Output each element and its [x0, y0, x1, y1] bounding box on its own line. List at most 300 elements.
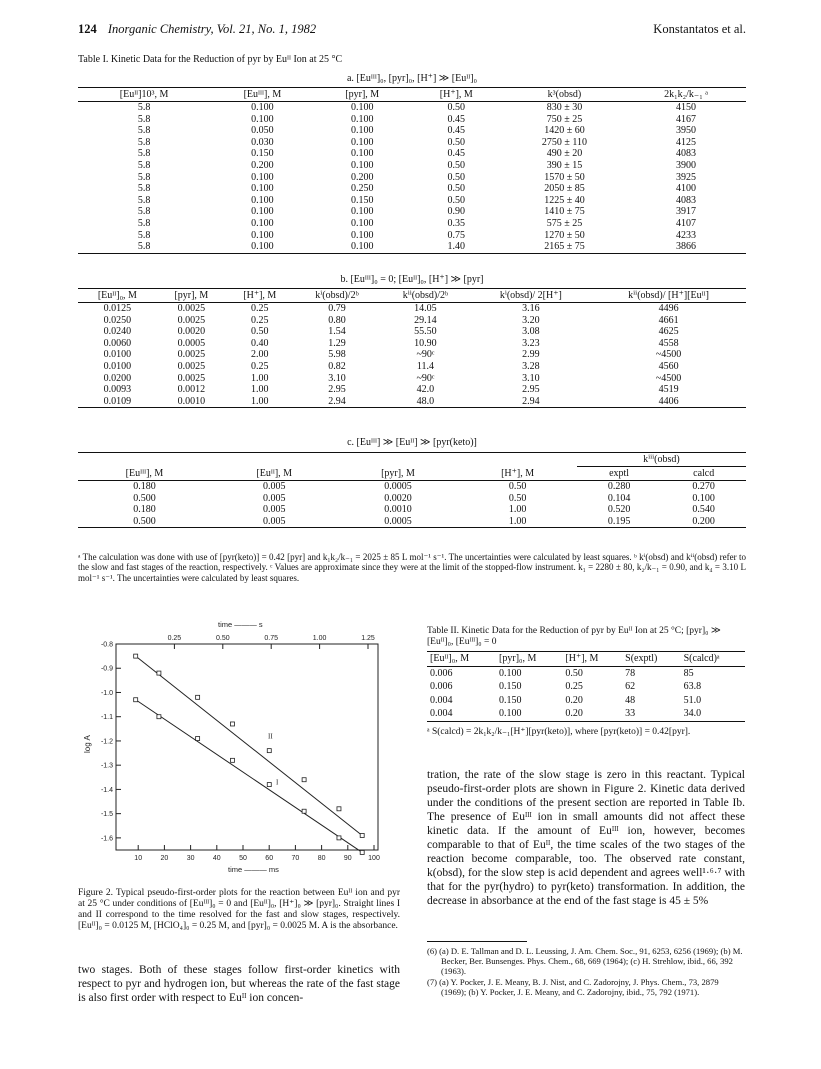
reference-7: (7) (a) Y. Pocker, J. E. Meany, B. J. Nist, and C. Zadorojny, J. Phys. Chem., 73, 2879 (1969); (b) Y. Pocker, J. E. Meany, and C. Zadorojny, ibid., 75, 792 (1971).: [427, 977, 719, 997]
table1b-cell: ~4500: [655, 349, 682, 361]
figure-2-caption: Figure 2. Typical pseudo-first-order plots for the reaction between Euᴵᴵ ion and pyr at 25 °C under conditions of [Euᴵᴵᴵ]₀ = 0 and [Euᴵᴵ]₀, [H⁺]₀ ≫ [pyr]₀. Straight lines I and II correspond to the time resolved for the fast and slow stages, respectively. [Euᴵᴵ]₀ = 0.0125 M, [HClO₄]₀ = 0.25 M, and [pyr]₀ = 0.0025 M. A is the absorbance.: [78, 888, 400, 931]
table2-cell: 0.100: [499, 708, 522, 719]
data-point-I: [134, 698, 138, 702]
top-tick-label: 0.25: [167, 635, 182, 642]
table1c-row: [78, 493, 746, 505]
table1b-header: kⁱⁱ(obsd)/2ᵇ: [402, 290, 449, 301]
bottom-tick-label: 80: [317, 855, 326, 862]
table2: [427, 651, 745, 722]
table1c-header: [H⁺], M: [501, 467, 535, 479]
table1a-cell: 575 ± 25: [546, 217, 583, 229]
table1b-cell: 2.00: [251, 349, 269, 361]
table1a-cell: 4150: [676, 102, 697, 113]
table1a-cell: 0.050: [251, 125, 274, 137]
table1a-cell: 5.8: [137, 148, 151, 160]
table2-cell: 34.0: [683, 708, 702, 719]
y-tick-label: -1.6: [100, 835, 113, 843]
table1a-cell: 0.200: [251, 159, 274, 171]
table1b-cell: 48.0: [416, 395, 435, 407]
table1b-cell: 0.50: [251, 326, 269, 338]
table1b-cell: 1.00: [251, 384, 269, 396]
table1b-cell: 29.14: [414, 314, 437, 326]
table1b-cell: 55.50: [414, 326, 437, 338]
table2-cell: 63.8: [683, 681, 702, 692]
table1a-cell: 0.100: [251, 206, 274, 218]
table1a: [78, 87, 746, 254]
table1a-cell: 0.250: [351, 183, 374, 195]
references-rule: [427, 941, 527, 942]
table1b-cell: ~90ᶜ: [416, 349, 435, 361]
table1a-cell: 5.8: [137, 136, 151, 148]
table1a-row: [78, 125, 746, 137]
table2-cell: 62: [625, 681, 636, 692]
bottom-tick-label: 70: [291, 855, 300, 862]
table1b-cell: 0.0005: [177, 337, 206, 349]
table1a-cell: 390 ± 15: [546, 159, 583, 171]
table1a-cell: 0.50: [447, 159, 466, 171]
table1b-cell: 0.0125: [103, 303, 132, 314]
table1a-cell: 4167: [676, 113, 697, 125]
table1a-cell: 3917: [676, 206, 697, 218]
data-point-II: [230, 722, 234, 726]
table1b-cell: ~90ᶜ: [416, 372, 435, 384]
table1b-cell: 2.95: [522, 384, 540, 396]
table1c: [78, 452, 746, 528]
table1a-cell: 0.100: [251, 194, 274, 206]
table1b-cell: 1.29: [328, 337, 346, 349]
table1b-cell: 0.0025: [177, 314, 206, 326]
table1b-cell: 0.0109: [103, 395, 132, 407]
table1a-cell: 0.45: [447, 148, 466, 160]
table1b-header: kⁱ(obsd)/2ᵇ: [315, 290, 359, 301]
table1b-cell: 0.0100: [103, 349, 132, 361]
table1a-cell: 0.50: [447, 171, 466, 183]
table1a-cell: 0.100: [351, 125, 374, 137]
table2-header: [H⁺], M: [565, 653, 599, 664]
table1a-cell: 0.75: [447, 229, 466, 241]
table1b-cell: 0.0250: [103, 314, 132, 326]
table1a-cell: 4083: [676, 194, 697, 206]
table1c-cell: 0.180: [133, 504, 156, 516]
table1a-cell: 3866: [676, 241, 697, 253]
table1b-header: [Euᴵᴵ]₀, M: [97, 290, 137, 301]
data-point-I: [302, 809, 306, 813]
table2-header: S(exptl): [625, 653, 658, 664]
table1a-cell: 0.100: [251, 217, 274, 229]
table1a-cell: 0.100: [351, 136, 374, 148]
table1c-cell: 0.100: [692, 492, 715, 504]
top-tick-label: 1.00: [312, 635, 327, 642]
bottom-tick-label: 100: [368, 855, 380, 862]
table1a-title: a. [Euᴵᴵᴵ]₀, [pyr]₀, [H⁺] ≫ [Euᴵᴵ]₀: [346, 73, 478, 84]
table1c-title: c. [Euᴵᴵᴵ] ≫ [Euᴵᴵ] ≫ [pyr(keto)]: [347, 437, 477, 448]
table1a-header: 2k₁k₂/k₋₁ ᵃ: [664, 89, 708, 100]
table1a-row: [78, 241, 746, 253]
table1a-row: [78, 137, 746, 149]
table1c-header: calcd: [693, 468, 715, 479]
table1a-cell: 3950: [676, 125, 697, 137]
table1a-cell: 2165 ± 75: [544, 241, 585, 253]
table1a-cell: 0.200: [351, 171, 374, 183]
table1a-row: [78, 206, 746, 218]
table1b-cell: 3.08: [522, 326, 540, 338]
table1a-cell: 0.030: [251, 136, 274, 148]
figure-2-plot: [78, 618, 400, 886]
table1a-cell: 0.100: [251, 229, 274, 241]
running-authors: Konstantatos et al.: [653, 22, 746, 36]
table2-row: [427, 666, 745, 680]
table1a-header: [pyr], M: [345, 89, 380, 100]
table1a-cell: 1225 ± 40: [544, 194, 585, 206]
table1b-row: [78, 396, 746, 408]
table1a-cell: 1270 ± 50: [544, 229, 585, 241]
table1a-cell: 5.8: [137, 217, 151, 229]
table1a-cell: 4083: [676, 148, 697, 160]
table1c-cell: 0.50: [508, 492, 527, 504]
table1c-row: [78, 481, 746, 493]
data-point-I: [360, 850, 364, 854]
table1b-cell: 3.10: [522, 372, 540, 384]
table1b-cell: 10.90: [414, 337, 437, 349]
table1c-group-header: kⁱⁱⁱ(obsd): [577, 453, 746, 467]
table1a-cell: 5.8: [137, 194, 151, 206]
series-line-II: [136, 656, 363, 835]
table1c-cell: 0.50: [508, 481, 527, 492]
table2-cell: 85: [683, 667, 694, 679]
table1b-cell: 0.0060: [103, 337, 132, 349]
table2-cell: 0.150: [499, 694, 522, 706]
table1b-cell: 0.0240: [103, 326, 132, 338]
table1b-cell: 4560: [658, 360, 679, 372]
page-number: 124: [78, 22, 97, 36]
data-point-II: [302, 778, 306, 782]
table1a-cell: 2750 ± 110: [541, 136, 588, 148]
table1b-cell: 0.0025: [177, 360, 206, 372]
table1a-row: [78, 148, 746, 160]
table1c-cell: 0.0020: [384, 492, 412, 504]
table1c-cell: 0.500: [133, 515, 156, 527]
table1b-row: [78, 338, 746, 350]
table1a-cell: 5.8: [137, 113, 151, 125]
line-label-I: I: [276, 778, 279, 787]
table2-row: [427, 694, 745, 708]
table1b-cell: 0.0012: [177, 384, 206, 396]
table2-cell: 0.150: [499, 681, 522, 692]
table1a-cell: 0.100: [351, 102, 374, 113]
table1b-cell: 4519: [658, 384, 679, 396]
table1a-cell: 1.40: [447, 241, 466, 253]
table1-caption: Table I. Kinetic Data for the Reduction of pyr by Euᴵᴵ Ion at 25 °C: [78, 54, 343, 65]
table1a-header: [Euᴵᴵ]10³, M: [119, 89, 169, 100]
series-line-I: [136, 700, 363, 853]
table1b-title: b. [Euᴵᴵᴵ]₀ = 0; [Euᴵᴵ]₀, [H⁺] ≫ [pyr]: [340, 274, 484, 285]
table1a-cell: 5.8: [137, 102, 151, 113]
table1c-cell: 0.0005: [384, 481, 412, 492]
table1b-cell: 4625: [658, 326, 679, 338]
y-tick-label: -0.8: [100, 641, 113, 649]
table1c-header: [pyr], M: [381, 467, 415, 479]
table2-cell: 0.100: [499, 667, 522, 679]
bottom-axis-label: time ——— ms: [228, 865, 279, 874]
table1a-cell: 5.8: [137, 159, 151, 171]
table1b-cell: 4558: [658, 337, 679, 349]
bottom-tick-label: 30: [186, 855, 195, 862]
y-tick-label: -1.1: [100, 714, 113, 722]
table1a-header: [Euᴵᴵᴵ], M: [243, 89, 282, 100]
table1c-cell: 0.270: [692, 481, 715, 492]
data-point-II: [134, 654, 138, 658]
table1b-cell: 42.0: [416, 384, 435, 396]
journal-citation: Inorganic Chemistry, Vol. 21, No. 1, 1982: [107, 22, 317, 36]
table1b-cell: 4661: [658, 314, 679, 326]
table2-cell: 0.006: [430, 667, 453, 679]
bottom-tick-label: 50: [239, 855, 247, 862]
table1c-cell: 0.0005: [384, 515, 412, 527]
table2-row: [427, 707, 745, 721]
table1a-row: [78, 160, 746, 172]
table1a-row: [78, 195, 746, 207]
table1b-cell: 0.25: [251, 360, 269, 372]
table1c-cell: 0.180: [133, 481, 156, 492]
y-axis-label: log A: [83, 735, 92, 753]
table2-cell: 48: [625, 694, 636, 706]
table1a-cell: 5.8: [137, 171, 151, 183]
data-point-I: [196, 737, 200, 741]
table2-cell: 33: [625, 708, 636, 719]
table1b-header: kⁱⁱ(obsd)/ [H⁺][Euᴵᴵ]: [628, 290, 709, 301]
table1a-cell: 0.90: [447, 206, 466, 218]
table1c-cell: 0.500: [133, 492, 156, 504]
table1c-cell: 0.200: [692, 515, 715, 527]
table2-header: [Euᴵᴵ]₀, M: [430, 653, 470, 664]
top-tick-label: 1.25: [361, 635, 375, 642]
table1a-cell: 4107: [676, 217, 697, 229]
table1c-header: [Euᴵᴵ], M: [256, 467, 293, 479]
data-point-II: [157, 671, 161, 675]
table1a-cell: 0.100: [251, 102, 274, 113]
table1a-row: [78, 218, 746, 230]
table1a-cell: 0.50: [447, 183, 466, 195]
table1b-header: kⁱ(obsd)/ 2[H⁺]: [499, 290, 562, 301]
table1a-cell: 0.100: [251, 183, 274, 195]
top-axis-label: time ——— s: [218, 620, 263, 629]
table1a-cell: 1410 ± 75: [544, 206, 585, 218]
table1c-header: exptl: [609, 468, 630, 479]
table1a-cell: 5.8: [137, 183, 151, 195]
table1b-cell: 0.25: [251, 303, 269, 314]
table1a-cell: 0.50: [447, 194, 466, 206]
table1a-cell: 4100: [676, 183, 697, 195]
table1a-cell: 490 ± 20: [546, 148, 583, 160]
table1a-cell: 0.100: [351, 206, 374, 218]
bottom-tick-label: 40: [212, 855, 221, 862]
table1c-cell: 0.005: [263, 515, 286, 527]
table1b-cell: 1.00: [251, 372, 269, 384]
table1c-row: [78, 504, 746, 516]
table1b-header: [H⁺], M: [243, 290, 277, 301]
table1a-cell: 0.100: [351, 113, 374, 125]
table1a-row: [78, 102, 746, 114]
table1b-cell: 4406: [658, 395, 679, 407]
table2-cell: 0.004: [430, 694, 453, 706]
table1a-cell: 0.45: [447, 113, 466, 125]
table2-row: [427, 680, 745, 694]
table1a-cell: 0.50: [447, 102, 466, 113]
table1a-cell: 0.100: [351, 229, 374, 241]
table2-cell: 0.25: [565, 681, 583, 692]
body-text-right: tration, the rate of the slow stage is zero in this reactant. Typical pseudo-first-order plots are shown in Figure 2. Kinetic data derived under the conditions of the present section are reported in Table Ib. The presence of Euᴵᴵᴵ ion in small amounts did not affect these kinetic data. If the amount of Euᴵᴵᴵ ion, however, becomes comparable to that of Euᴵᴵ, the time scales of the two stages of the reaction become comparable, too. The observed rate constant, k(obsd), for the slow step is acid dependent and agrees well¹·⁶·⁷ with that for the pyr(hydro) to pyr(keto) transformation. In addition, the decrease in absorbance at the end of the fast stage is 45 ± 5%: [427, 769, 745, 907]
table1a-row: [78, 114, 746, 126]
table1a-cell: 750 ± 25: [546, 113, 583, 125]
table1c-header: [Euᴵᴵᴵ], M: [125, 467, 164, 479]
table1c-row: [78, 516, 746, 528]
plot-frame: [116, 644, 378, 850]
table1b-cell: 0.80: [328, 314, 346, 326]
data-point-II: [360, 833, 364, 837]
table1a-cell: 3900: [676, 159, 697, 171]
table1a-cell: 5.8: [137, 206, 151, 218]
table1a-cell: 5.8: [137, 241, 151, 253]
table1a-cell: 0.150: [351, 194, 374, 206]
table1a-row: [78, 183, 746, 195]
table1b-cell: 0.25: [251, 314, 269, 326]
table1a-cell: 0.100: [351, 241, 374, 253]
top-tick-label: 0.50: [215, 635, 230, 642]
bottom-tick-label: 20: [160, 855, 169, 862]
table1c-cell: 0.005: [263, 481, 286, 492]
body-text-left: two stages. Both of these stages follow first-order kinetics with respect to pyr and hydrogen ion, but whereas the rate of the fast stage is also first order with respect to Euᴵᴵ ion concen-: [78, 964, 400, 1004]
table1b-cell: 14.05: [414, 303, 437, 314]
table2-cell: 51.0: [683, 694, 702, 706]
table2-header: [pyr]₀, M: [499, 653, 537, 664]
y-tick-label: -1.2: [100, 738, 113, 746]
table1b-row: [78, 384, 746, 396]
table1b-cell: 0.40: [251, 337, 269, 349]
table2-cell: 0.20: [565, 708, 583, 719]
table1b-cell: 5.98: [328, 349, 346, 361]
table1c-cell: 0.280: [607, 481, 631, 492]
table1a-cell: 830 ± 30: [546, 102, 583, 113]
table1b-row: [78, 326, 746, 338]
table1b-cell: 3.23: [522, 337, 540, 349]
table2-caption: Table II. Kinetic Data for the Reduction of pyr by Euᴵᴵ Ion at 25 °C; [pyr]₀ ≫ [Euᴵᴵ]₀, [Euᴵᴵᴵ]₀ = 0: [427, 626, 721, 647]
data-point-I: [267, 783, 271, 787]
data-point-I: [157, 715, 161, 719]
table1b-header: [pyr], M: [174, 290, 209, 301]
table1a-cell: 0.100: [251, 113, 274, 125]
table1b-cell: 4496: [658, 303, 679, 314]
table1b-cell: 0.82: [328, 360, 346, 372]
table1c-cell: 0.005: [263, 492, 286, 504]
table1a-cell: 0.50: [447, 136, 466, 148]
data-point-II: [267, 749, 271, 753]
bottom-tick-label: 10: [134, 855, 143, 862]
y-tick-label: -1.0: [100, 689, 113, 697]
table1a-cell: 0.100: [351, 148, 374, 160]
table1b-cell: 3.10: [328, 372, 346, 384]
table1b-cell: 0.0025: [177, 372, 206, 384]
table2-header: S(calcd)ᵃ: [683, 653, 720, 664]
running-head: [78, 22, 746, 40]
table1b-cell: 2.94: [328, 395, 346, 407]
table1c-cell: 0.005: [263, 504, 286, 516]
table1b: [78, 288, 746, 408]
table1-footnote: ᵃ The calculation was done with use of [pyr(keto)] = 0.42 [pyr] and k₁k₂/k₋₁ = 2025 ± 85 L mol⁻¹ s⁻¹. The uncertainties were calculated by least squares. ᵇ kⁱ(obsd) and kⁱⁱ(obsd) refer to the slow and fast stages of the reaction, respectively. ᶜ Values are approximate since they were at the limit of the stopped-flow instrument. k₁ = 2280 ± 80, k₂/k₋₁ = 0.90, and k₄ = 3.10 L mol⁻¹ s⁻¹. The uncertainties were calculated by least squares.: [78, 552, 746, 583]
table1b-cell: 2.94: [522, 395, 540, 407]
table1b-cell: 2.95: [328, 384, 346, 396]
table1c-cell: 0.104: [607, 492, 631, 504]
table2-cell: 78: [625, 667, 636, 679]
table1b-cell: 11.4: [416, 360, 434, 372]
table1b-cell: 0.0025: [177, 303, 206, 314]
table1a-cell: 0.35: [447, 217, 466, 229]
table2-cell: 0.006: [430, 681, 453, 692]
table1b-cell: 0.79: [328, 303, 346, 314]
table1b-cell: 0.0025: [177, 349, 206, 361]
references: [427, 946, 745, 998]
table1a-row: [78, 230, 746, 242]
table1a-cell: 0.100: [351, 159, 374, 171]
table1a-cell: 0.100: [251, 241, 274, 253]
table1b-row: [78, 361, 746, 373]
table1a-cell: 4125: [676, 136, 697, 148]
data-point-II: [337, 807, 341, 811]
table1a-cell: 1570 ± 50: [544, 171, 585, 183]
y-tick-label: -1.3: [100, 762, 113, 770]
table1a-header: [H⁺], M: [439, 89, 473, 100]
table1a-cell: 0.100: [251, 171, 274, 183]
table1b-row: [78, 303, 746, 315]
y-tick-label: -1.5: [100, 811, 113, 819]
table1b-cell: 0.0093: [103, 384, 132, 396]
table1a-row: [78, 172, 746, 184]
table1b-cell: 1.54: [328, 326, 346, 338]
table1b-cell: 0.0200: [103, 372, 132, 384]
table1b-row: [78, 315, 746, 327]
table2-cell: 0.20: [565, 694, 583, 706]
table1a-header: k³(obsd): [547, 89, 582, 100]
table1b-cell: 0.0010: [177, 395, 206, 407]
line-label-II: II: [268, 732, 273, 741]
table1b-row: [78, 349, 746, 361]
table1a-cell: 5.8: [137, 229, 151, 241]
table1c-cell: 0.520: [607, 504, 631, 516]
table1c-cell: 0.195: [607, 515, 631, 527]
data-point-II: [196, 695, 200, 699]
table1a-cell: 2050 ± 85: [544, 183, 585, 195]
table1a-cell: 0.100: [351, 217, 374, 229]
table1b-row: [78, 373, 746, 385]
table1b-cell: 3.28: [522, 360, 540, 372]
data-point-I: [230, 758, 234, 762]
table1c-cell: 0.540: [692, 504, 715, 516]
table1b-cell: 2.99: [522, 349, 540, 361]
top-tick-label: 0.75: [264, 635, 279, 642]
table1b-cell: 3.16: [522, 303, 540, 314]
table1a-cell: 5.8: [137, 125, 151, 137]
table1a-cell: 1420 ± 60: [544, 125, 585, 137]
table1c-cell: 1.00: [508, 515, 527, 527]
table1c-cell: 1.00: [508, 504, 527, 516]
table1b-cell: 1.00: [251, 395, 269, 407]
table2-footnote: ᵃ S(calcd) = 2k₁k₂/k₋₁[H⁺][pyr(keto)], where [pyr(keto)] = 0.42[pyr].: [427, 727, 691, 737]
table1b-cell: 0.0020: [177, 326, 206, 338]
y-tick-label: -0.9: [100, 665, 113, 673]
table1a-cell: 3925: [676, 171, 697, 183]
table1b-cell: ~4500: [655, 372, 682, 384]
table2-cell: 0.004: [430, 708, 453, 719]
reference-6: (6) (a) D. E. Tallman and D. L. Leussing, J. Am. Chem. Soc., 91, 6253, 6256 (1969); (b) M. Becker, Ber. Bunsenges. Phys. Chem., 68, 669 (1964); (c) H. Strehlow, ibid., 66, 392 (1963).: [427, 946, 743, 976]
